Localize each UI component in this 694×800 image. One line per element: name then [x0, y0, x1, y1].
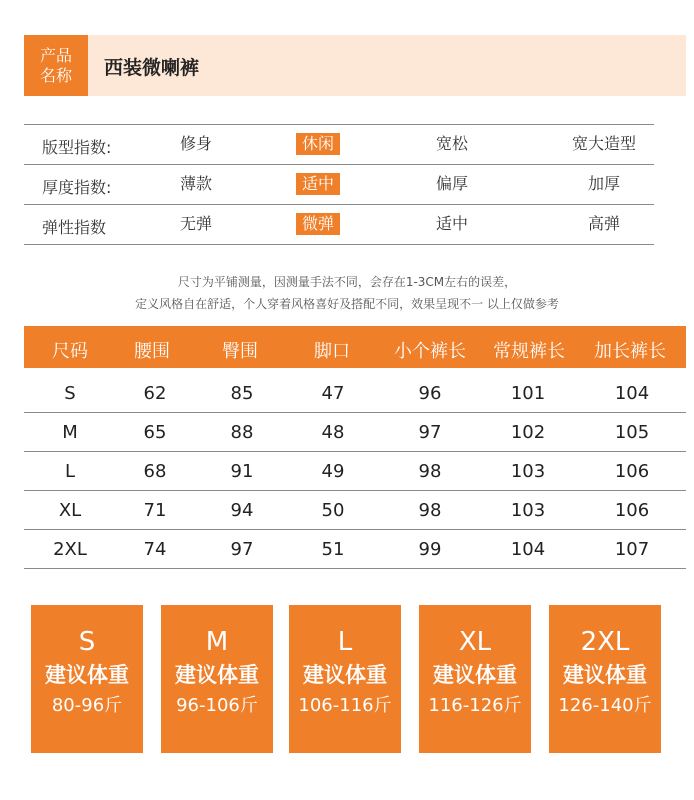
table-cell: 98: [418, 461, 442, 482]
table-cell: 2XL: [53, 539, 87, 560]
measurement-note: 尺寸为平铺测量，因测量手法不同，会存在1-3CM左右的误差，: [177, 275, 517, 289]
card-range: 80-96斤: [51, 695, 123, 716]
table-cell: 105: [614, 422, 650, 443]
card-label: 建议体重: [563, 663, 647, 687]
index-option: 高弹: [587, 214, 621, 233]
card-size: S: [78, 627, 96, 657]
tag-line-1: 产品: [39, 45, 72, 65]
table-cell: 107: [614, 539, 650, 560]
table-cell: 103: [510, 500, 546, 521]
index-option: 宽松: [435, 134, 469, 153]
table-cell: 68: [143, 461, 167, 482]
header-cell: 臀围: [222, 341, 258, 362]
product-title: 西装微喇裤: [104, 57, 200, 79]
table-cell: 91: [230, 461, 254, 482]
weight-card: [31, 605, 143, 753]
index-label: 版型指数:: [42, 138, 112, 157]
table-cell: 49: [321, 461, 345, 482]
table-cell: 47: [321, 383, 345, 404]
table-row: [24, 452, 686, 491]
table-cell: 101: [510, 383, 546, 404]
table-cell: 99: [418, 539, 442, 560]
index-row-thickness: [24, 165, 654, 205]
index-row-fit: [24, 124, 654, 165]
table-cell: L: [64, 461, 76, 482]
table-cell: 50: [321, 500, 345, 521]
card-range: 126-140斤: [558, 695, 652, 716]
table-cell: 96: [418, 383, 442, 404]
header-cell: 尺码: [52, 341, 88, 362]
table-cell: 98: [418, 500, 442, 521]
tag-line-2: 名称: [39, 65, 72, 85]
index-option: 偏厚: [435, 174, 469, 193]
card-range: 116-126斤: [428, 695, 522, 716]
table-row: [24, 491, 686, 530]
table-cell: 85: [230, 383, 254, 404]
table-cell: XL: [58, 500, 82, 521]
table-cell: 103: [510, 461, 546, 482]
card-label: 建议体重: [45, 663, 129, 687]
weight-card: [161, 605, 273, 753]
table-cell: 106: [614, 500, 650, 521]
index-table: [24, 124, 654, 245]
table-cell: 88: [230, 422, 254, 443]
index-row-elasticity: [24, 205, 654, 245]
table-row: [24, 530, 686, 569]
table-cell: 71: [143, 500, 167, 521]
header-cell: 常规裤长: [493, 341, 565, 362]
index-option: 加厚: [587, 174, 621, 193]
product-name-tag: [24, 35, 88, 96]
card-label: 建议体重: [175, 663, 259, 687]
card-size: M: [205, 627, 229, 657]
index-option: 适中: [435, 214, 469, 233]
style-note: 定义风格自在舒适，个人穿着风格喜好及搭配不同，效果呈现不一 以上仅做参考: [135, 297, 559, 311]
card-label: 建议体重: [433, 663, 517, 687]
index-option: 宽大造型: [571, 134, 637, 153]
index-option: 无弹: [179, 214, 213, 233]
card-range: 96-106斤: [176, 695, 258, 716]
header-cell: 加长裤长: [594, 341, 666, 362]
card-size: 2XL: [580, 627, 630, 657]
index-option: 修身: [179, 134, 213, 153]
index-label: 厚度指数:: [42, 178, 112, 197]
weight-card: [419, 605, 531, 753]
table-cell: 104: [614, 383, 650, 404]
card-range: 106-116斤: [298, 695, 392, 716]
header-cell: 腰围: [134, 341, 170, 362]
index-option: 微弹: [296, 213, 340, 235]
table-cell: 94: [230, 500, 254, 521]
table-cell: S: [64, 383, 76, 404]
weight-card: [289, 605, 401, 753]
table-cell: M: [62, 422, 78, 443]
index-option: 休闲: [296, 133, 340, 155]
table-row: [24, 374, 686, 413]
size-table-header: [24, 326, 686, 368]
header-cell: 脚口: [314, 341, 350, 362]
table-cell: 102: [510, 422, 546, 443]
card-size: XL: [458, 627, 492, 657]
table-cell: 51: [321, 539, 345, 560]
table-cell: 74: [143, 539, 167, 560]
card-size: L: [337, 627, 353, 657]
weight-card: [549, 605, 661, 753]
table-cell: 48: [321, 422, 345, 443]
index-option: 适中: [296, 173, 340, 195]
card-label: 建议体重: [303, 663, 387, 687]
index-label: 弹性指数: [42, 218, 107, 237]
header-cell: 小个裤长: [394, 341, 466, 362]
index-option: 薄款: [179, 174, 213, 193]
table-cell: 65: [143, 422, 167, 443]
table-row: [24, 413, 686, 452]
table-cell: 97: [418, 422, 442, 443]
table-cell: 106: [614, 461, 650, 482]
table-cell: 62: [143, 383, 167, 404]
table-cell: 97: [230, 539, 254, 560]
table-cell: 104: [510, 539, 546, 560]
